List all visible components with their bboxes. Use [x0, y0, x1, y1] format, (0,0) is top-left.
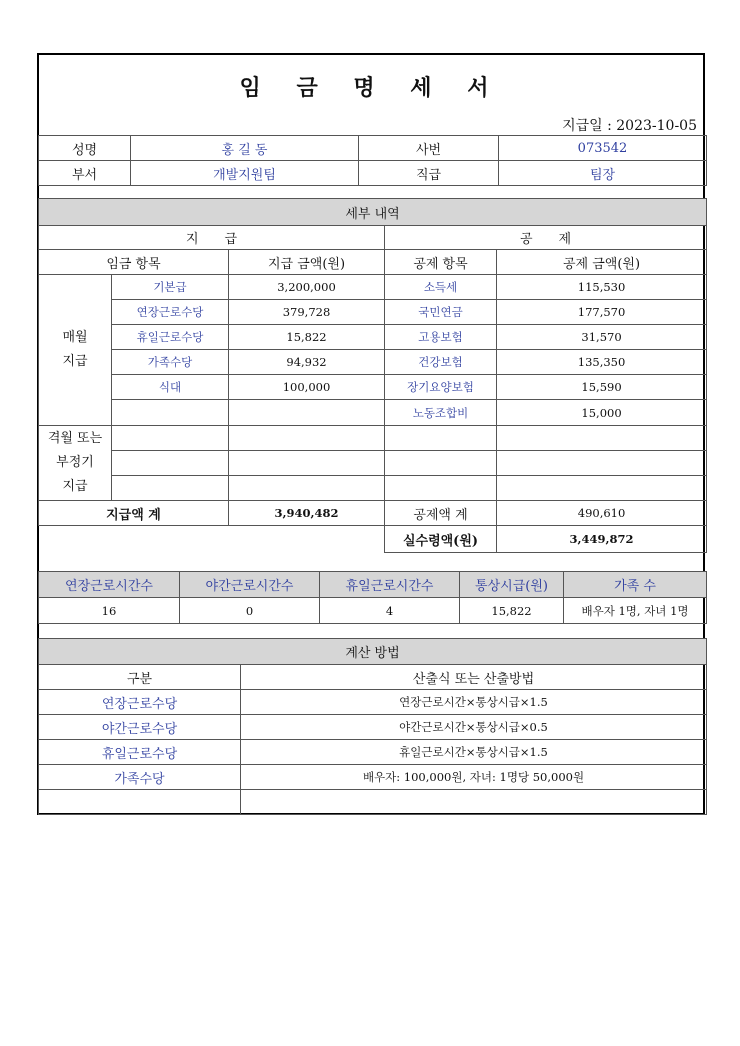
- calc-row-name: 휴일근로수당: [39, 740, 241, 765]
- dept-value: 개발지원팀: [131, 161, 359, 186]
- calculation-table: [38, 638, 707, 815]
- pay-item-name: 기본급: [112, 275, 229, 300]
- pay-header: 지 급: [39, 226, 385, 250]
- calc-row-name: 야간근로수당: [39, 715, 241, 740]
- rank-value: 팀장: [499, 161, 707, 186]
- calc-row-formula: 연장근로시간×통상시급×1.5: [241, 690, 707, 715]
- name-label: 성명: [39, 136, 131, 161]
- rank-label: 직급: [359, 161, 499, 186]
- deduct-item-header: 공제 항목: [385, 250, 497, 275]
- calc-row-formula: 배우자: 100,000원, 자녀: 1명당 50,000원: [241, 765, 707, 790]
- id-value: 073542: [499, 136, 707, 161]
- empty-cell: [385, 476, 497, 501]
- pay-item-amount: 100,000: [229, 375, 385, 400]
- id-label: 사번: [359, 136, 499, 161]
- hours-table: [38, 571, 707, 624]
- empty-cell: [385, 426, 497, 451]
- pay-item-name: 가족수당: [112, 350, 229, 375]
- page-title: 임 금 명 세 서: [239, 75, 503, 101]
- deduct-item-amount: 31,570: [497, 325, 707, 350]
- empty-cell: [112, 476, 229, 501]
- hourly-wage-value: 15,822: [460, 598, 564, 624]
- holiday-hours-value: 4: [320, 598, 460, 624]
- family-count-value: 배우자 1명, 자녀 1명: [564, 598, 707, 624]
- calc-col-category: 구분: [39, 665, 241, 690]
- deduct-item-amount: 177,570: [497, 300, 707, 325]
- empty-cell: [497, 426, 707, 451]
- pay-item-amount: 379,728: [229, 300, 385, 325]
- empty-cell: [229, 476, 385, 501]
- pay-date: 지급일 : 2023-10-05: [562, 118, 697, 134]
- empty-cell: [497, 476, 707, 501]
- deduct-item-amount: 115,530: [497, 275, 707, 300]
- calc-row-name: 연장근로수당: [39, 690, 241, 715]
- empty-cell: [39, 526, 385, 553]
- pay-item-name: 연장근로수당: [112, 300, 229, 325]
- holiday-hours-header: 휴일근로시간수: [320, 572, 460, 598]
- deduct-total-value: 490,610: [497, 501, 707, 526]
- details-header: 세부 내역: [39, 199, 707, 226]
- empty-cell: [241, 790, 707, 815]
- dept-label: 부서: [39, 161, 131, 186]
- calc-header: 계산 방법: [39, 639, 707, 665]
- pay-item-name: 휴일근로수당: [112, 325, 229, 350]
- deduct-total-label: 공제액 계: [385, 501, 497, 526]
- pay-total-value: 3,940,482: [229, 501, 385, 526]
- deduct-amount-header: 공제 금액(원): [497, 250, 707, 275]
- night-hours-header: 야간근로시간수: [180, 572, 320, 598]
- deduct-item-amount: 15,000: [497, 400, 707, 426]
- empty-cell: [385, 451, 497, 476]
- pay-total-label: 지급액 계: [39, 501, 229, 526]
- pay-item-amount: 94,932: [229, 350, 385, 375]
- pay-amount-header: 지급 금액(원): [229, 250, 385, 275]
- empty-cell: [112, 451, 229, 476]
- deduct-item-name: 소득세: [385, 275, 497, 300]
- deduct-header: 공 제: [385, 226, 707, 250]
- family-count-header: 가족 수: [564, 572, 707, 598]
- pay-details-table: [38, 198, 707, 553]
- night-hours-value: 0: [180, 598, 320, 624]
- empty-cell: [112, 400, 229, 426]
- empty-cell: [229, 426, 385, 451]
- irregular-label: 격월 또는 부정기 지급: [39, 426, 112, 501]
- monthly-label: 매월 지급: [39, 275, 112, 426]
- empty-cell: [39, 790, 241, 815]
- deduct-item-name: 국민연금: [385, 300, 497, 325]
- calc-col-formula: 산출식 또는 산출방법: [241, 665, 707, 690]
- payslip-page: [37, 53, 705, 815]
- empty-cell: [112, 426, 229, 451]
- pay-item-amount: 3,200,000: [229, 275, 385, 300]
- calc-row-formula: 휴일근로시간×통상시급×1.5: [241, 740, 707, 765]
- name-value: 홍 길 동: [131, 136, 359, 161]
- empty-cell: [229, 400, 385, 426]
- deduct-item-name: 장기요양보험: [385, 375, 497, 400]
- net-pay-label: 실수령액(원): [385, 526, 497, 553]
- overtime-hours-header: 연장근로시간수: [39, 572, 180, 598]
- employee-info-table: [38, 135, 707, 186]
- deduct-item-name: 고용보험: [385, 325, 497, 350]
- pay-item-amount: 15,822: [229, 325, 385, 350]
- deduct-item-amount: 15,590: [497, 375, 707, 400]
- empty-cell: [497, 451, 707, 476]
- calc-row-formula: 야간근로시간×통상시급×0.5: [241, 715, 707, 740]
- hourly-wage-header: 통상시급(원): [460, 572, 564, 598]
- empty-cell: [229, 451, 385, 476]
- deduct-item-name: 노동조합비: [385, 400, 497, 426]
- overtime-hours-value: 16: [39, 598, 180, 624]
- deduct-item-amount: 135,350: [497, 350, 707, 375]
- net-pay-value: 3,449,872: [497, 526, 707, 553]
- pay-item-header: 임금 항목: [39, 250, 229, 275]
- deduct-item-name: 건강보험: [385, 350, 497, 375]
- pay-item-name: 식대: [112, 375, 229, 400]
- calc-row-name: 가족수당: [39, 765, 241, 790]
